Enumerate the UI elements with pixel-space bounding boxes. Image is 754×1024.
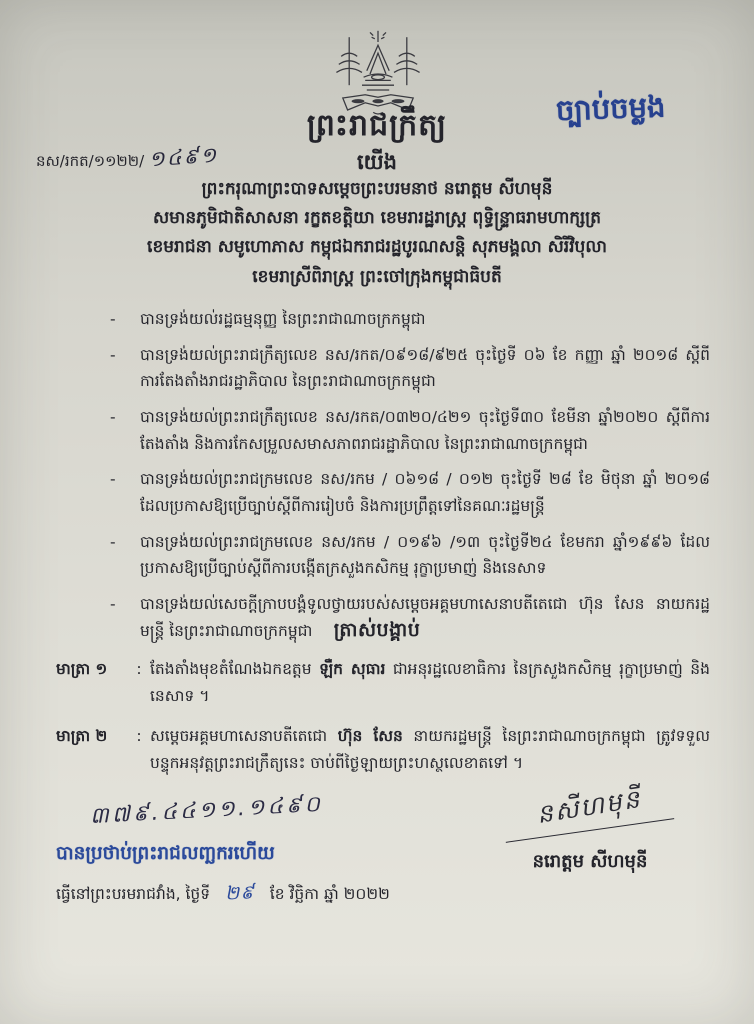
dash-marker: - — [110, 345, 116, 364]
dash-marker: - — [110, 470, 116, 489]
handwritten-day: ២៩ — [224, 881, 256, 905]
royal-title-line: ខេមរាស្រីពិរាស្ត្រ ព្រះចៅក្រុងកម្ពុជាធិបតី — [252, 266, 502, 287]
consideration-item — [110, 306, 710, 333]
prime-minister-name: ហ៊ុន សែន — [337, 727, 403, 746]
article-1-text-post: ជាអនុរដ្ឋលេខាធិការ នៃក្រសួងកសិកម្ម រុក្ខាប្រមាញ់ និងនេសាទ ។ — [150, 660, 710, 705]
king-printed-name: នរោត្តម សីហមុនី — [532, 851, 648, 872]
place-and-date-line — [56, 881, 406, 909]
consideration-text: បានទ្រង់យល់ព្រះរាជក្រឹត្យលេខ នស/រកត/០៣២០/៤២១ ចុះថ្ងៃទី៣០ ខែមីនា ឆ្នាំ២០២០ ស្តីពីការតែងតាំង និងការកែសម្រួលសមាសភាពរាជរដ្ឋាភិបាល នៃព្រះរាជាណាចក្រកម្ពុជា — [140, 407, 710, 453]
consideration-text: បានទ្រង់យល់រដ្ឋធម្មនុញ្ញ នៃព្រះរាជាណាចក្រកម្ពុជា — [140, 310, 426, 328]
appointee-name: ឡឺក សុធារ — [319, 660, 386, 678]
article-1-label: មាត្រា ១ — [56, 660, 108, 678]
dash-marker: - — [110, 407, 116, 426]
reference-number — [36, 142, 219, 177]
article-2 — [56, 723, 710, 776]
dash-marker: - — [110, 532, 116, 551]
consideration-text: បានទ្រង់យល់ព្រះរាជក្រមលេខ នស/រកម / ០៦១៨ / ០១២ ចុះថ្ងៃទី ២៨ ខែ មិថុនា ឆ្នាំ ២០១៨ ដែលប្រកាសឱ្យប្រើច្បាប់ស្តីពីការរៀបចំ និងការប្រព្រឹត្តទៅនៃគណៈរដ្ឋមន្ត្រី — [140, 470, 710, 515]
king-handwritten-signature: នសីហមុនី — [535, 783, 644, 830]
royal-title-line: ព្រះករុណាព្រះបាទសម្តេចព្រះបរមនាថ នរោត្តម សីហមុនី — [201, 179, 553, 199]
order-heading: ត្រាស់បង្គាប់ — [333, 619, 421, 641]
document-type-title: ព្រះរាជក្រឹត្យ — [306, 108, 448, 143]
consideration-item — [110, 342, 710, 395]
king-signature-block — [462, 783, 718, 876]
articles-block — [56, 656, 710, 791]
consideration-item — [110, 466, 710, 519]
reference-prefix: នស/រកត/១១២២/ — [36, 152, 145, 170]
royal-title-line: ខេមរាជនា សមូហោភាស កម្ពុជឯករាជរដ្ឋបូរណសន្តិ សុភមង្គលា សិរីវិបុលា — [147, 237, 607, 258]
handwritten-registration-number: ៣៧៩.៤៤១១.១៤៩០ — [89, 791, 324, 830]
article-1 — [56, 656, 710, 709]
copy-stamp: ច្បាប់ចម្លង — [555, 89, 666, 128]
article-2-text-post: នាយករដ្ឋមន្ត្រី នៃព្រះរាជាណាចក្រកម្ពុជា ត្រូវទទួលបន្ទុកអនុវត្តព្រះរាជក្រឹត្យនេះ ចាប់ពីថ្ងៃឡាយព្រះហស្ថលេខាតទៅ ។ — [150, 727, 711, 772]
article-1-separator: : — [136, 660, 142, 678]
consideration-text: បានទ្រង់យល់ព្រះរាជក្រឹត្យលេខ នស/រកត/០៩១៨/៩២៥ ចុះថ្ងៃទី ០៦ ខែ កញ្ញា ឆ្នាំ ២០១៨ ស្តីពីការតែងតាំងរាជរដ្ឋាភិបាល នៃព្រះរាជាណាចក្រកម្ពុជា — [140, 345, 710, 391]
royal-title-block — [34, 175, 720, 292]
considerations-list — [110, 306, 710, 653]
seal-registration-block — [56, 791, 406, 909]
reference-handwritten-number: ១៤៩១ — [147, 142, 219, 172]
article-2-label: មាត្រា ២ — [56, 727, 108, 746]
consideration-text: បានទ្រង់យល់ព្រះរាជក្រមលេខ នស/រកម / ០១៩៦ /១៣ ចុះថ្ងៃទី២៤ ខែមករា ឆ្នាំ១៩៩៦ ដែលប្រកាសឱ្យប្រើច្បាប់ស្តីពីការបង្កើតក្រសួងកសិកម្ម រុក្ខាប្រមាញ់ និងនេសាទ — [140, 532, 710, 578]
royal-we-word: យើង — [357, 150, 397, 174]
article-2-text-pre: សម្តេចអគ្គមហាសេនាបតីតេជោ — [150, 727, 338, 746]
consideration-item — [110, 529, 710, 582]
consideration-text: បានទ្រង់យល់សេចក្តីក្រាបបង្គំទូលថ្វាយរបស់សម្តេចអគ្គមហាសេនាបតីតេជោ ហ៊ុន សែន នាយករដ្ឋមន្ត្រី នៃព្រះរាជាណាចក្រកម្ពុជា — [140, 594, 710, 640]
dash-marker: - — [110, 310, 116, 328]
article-2-separator: : — [136, 727, 142, 746]
consideration-item — [110, 404, 710, 457]
royal-title-line: សមានភូមិជាតិសាសនា រក្ខតខត្តិយា ខេមរារដ្ឋរាស្ត្រ ពុទ្ធិន្ទ្រាធរាមហាក្សត្រ — [152, 208, 602, 229]
place-date-post: ខែ វិច្ឆិកា ឆ្នាំ ២០២២ — [269, 885, 390, 903]
place-date-pre: ធ្វើនៅព្រះបរមរាជវាំង, ថ្ងៃទី — [56, 885, 211, 903]
royal-seal-affixed-line: បានប្រថាប់ព្រះរាជលញ្ឆករហើយ — [56, 843, 275, 864]
article-2-text — [150, 723, 710, 776]
article-1-text — [150, 656, 710, 709]
article-1-text-pre: តែងតាំងមុខតំណែងឯកឧត្តម — [150, 660, 320, 678]
dash-marker: - — [110, 594, 116, 613]
